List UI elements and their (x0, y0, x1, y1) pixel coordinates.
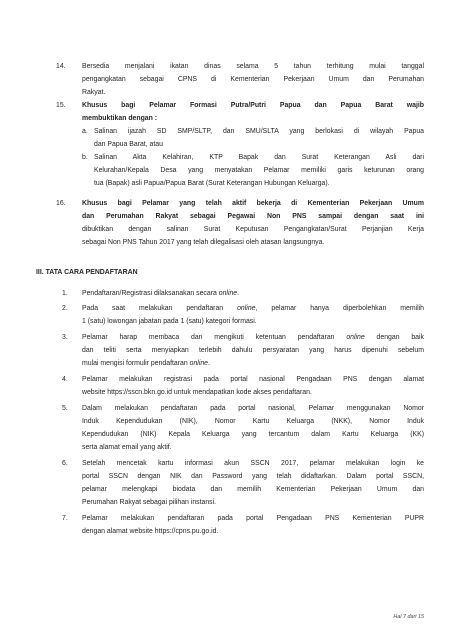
item-15a-line-1: Salinan ijazah SD SMP/SLTP, dan SMU/SLTA yang berlokasi di wilayah Papua (94, 128, 424, 135)
item-number: 14. (56, 63, 66, 70)
item-number: 15. (56, 102, 66, 109)
step-6-line-2: portal SSCN dengan NIK dan Password yang telah didaftarkan. Dalam portal SSCN, (82, 473, 424, 480)
step-5-line-3: Kependudukan (NIK) Kepala Keluarga yang tercantum dalam Kartu Keluarga (KK) (82, 431, 424, 438)
step-7-line-2: dengan alamat website https://cpns.pu.go.id. (82, 528, 219, 535)
subitem-letter: a. (82, 128, 88, 135)
step-number: 4. (62, 376, 68, 383)
step-6-line-4: Perumahan Rakyat sebagai pilihan instansi. (82, 499, 217, 506)
step-5-line-1: Dalam melakukan pendaftaran pada portal nasional, Pelamar menggunakan Nomor (82, 405, 424, 412)
step-number: 3. (62, 334, 68, 341)
step-1-line-1: Pendaftaran/Registrasi dilaksanakan secara online. (82, 290, 240, 297)
item-15b-line-1: Salinan Akta Kelahiran, KTP Bapak dan Surat Keterangan Asli dari (94, 154, 424, 161)
page-number: Hal 7 dari 15 (393, 614, 424, 620)
step-5-line-4: serta alamat email yang aktif. (82, 444, 172, 451)
step-6-line-3: pelamar melengkapi biodata dan memilih Kementerian Pekerjaan Umum dan (82, 486, 424, 493)
emphasis-online: online (346, 334, 365, 341)
item-15a-line-2: dan Papua Barat, atau (94, 141, 163, 148)
step-2-line-1: Pada saat melakukan pendaftaran online, pelamar hanya diperbolehkan memilih (82, 305, 424, 312)
step-number: 7. (62, 515, 68, 522)
step-2-line-2: 1 (satu) lowongan jabatan pada 1 (satu) kategori formasi. (82, 318, 257, 325)
step-5-line-2: Induk Kependudukan (NIK), Nomor Kartu Keluarga (NKK), Nomor Induk (82, 418, 424, 425)
step-3-line-1: Pelamar harap membaca dan mengikuti ketentuan pendaftaran online dengan baik (82, 334, 424, 341)
emphasis-online: online (237, 305, 256, 312)
item-16-line-4: sebagai Non PNS Tahun 2017 yang telah dilegalisasi oleh atasan langsungnya. (82, 239, 325, 246)
item-14-line-3: Rakyat. (82, 89, 106, 96)
step-7-line-1: Pelamar melakukan pendaftaran pada portal Pengadaan PNS Kementerian PUPR (82, 515, 424, 522)
item-15-line-1: Khusus bagi Pelamar Formasi Putra/Putri Papua dan Papua Barat wajib (82, 102, 424, 109)
section-heading: III. TATA CARA PENDAFTARAN (36, 269, 138, 276)
step-number: 6. (62, 460, 68, 467)
step-4-line-2: website https://sscn.bkn.go.id untuk mendapatkan kode akses pendaftaran. (82, 389, 312, 396)
item-14-line-1: Bersedia menjalani ikatan dinas selama 5 tahun terhitung mulai tanggal (82, 63, 424, 70)
item-15b-line-3: tua (Bapak) asli Papua/Papua Barat (Surat Keterangan Hubungan Keluarga). (94, 180, 330, 187)
item-15b-line-2: Kelurahan/Kepala Desa yang menyatakan Pelamar memiliki garis keturunan orang (94, 167, 424, 174)
item-16-line-3: dibuktikan dengan salinan Surat Keputusan Pengangkatan/Surat Perjanjian Kerja (82, 226, 424, 233)
step-6-line-1: Setelah mencetak kartu informasi akun SSCN 2017, pelamar melakukan login ke (82, 460, 424, 467)
item-16-line-1: Khusus bagi Pelamar yang telah aktif bekerja di Kementerian Pekerjaan Umum (82, 200, 424, 207)
step-4-line-1: Pelamar melakukan registrasi pada portal nasional Pengadaan PNS dengan alamat (82, 376, 424, 383)
step-3-line-2: dan teliti serta menyiapkan terlebih dahulu persyaratan yang harus dipenuhi sebelum (82, 347, 424, 354)
subitem-letter: b. (82, 154, 88, 161)
item-14-line-2: pengangkatan sebagai CPNS di Kementerian Pekerjaan Umum dan Perumahan (82, 76, 424, 83)
item-number: 16. (56, 200, 66, 207)
step-number: 2. (62, 305, 68, 312)
item-16-line-2: dan Perumahan Rakyat sebagai Pegawai Non PNS sampai dengan saat ini (82, 213, 424, 220)
step-3-line-3: mulai mengisi formulir pendaftaran online. (82, 360, 210, 367)
emphasis-online: online (189, 360, 209, 367)
step-number: 5. (62, 405, 68, 412)
item-15-line-2: membuktikan dengan : (82, 115, 158, 122)
step-number: 1. (62, 290, 68, 297)
